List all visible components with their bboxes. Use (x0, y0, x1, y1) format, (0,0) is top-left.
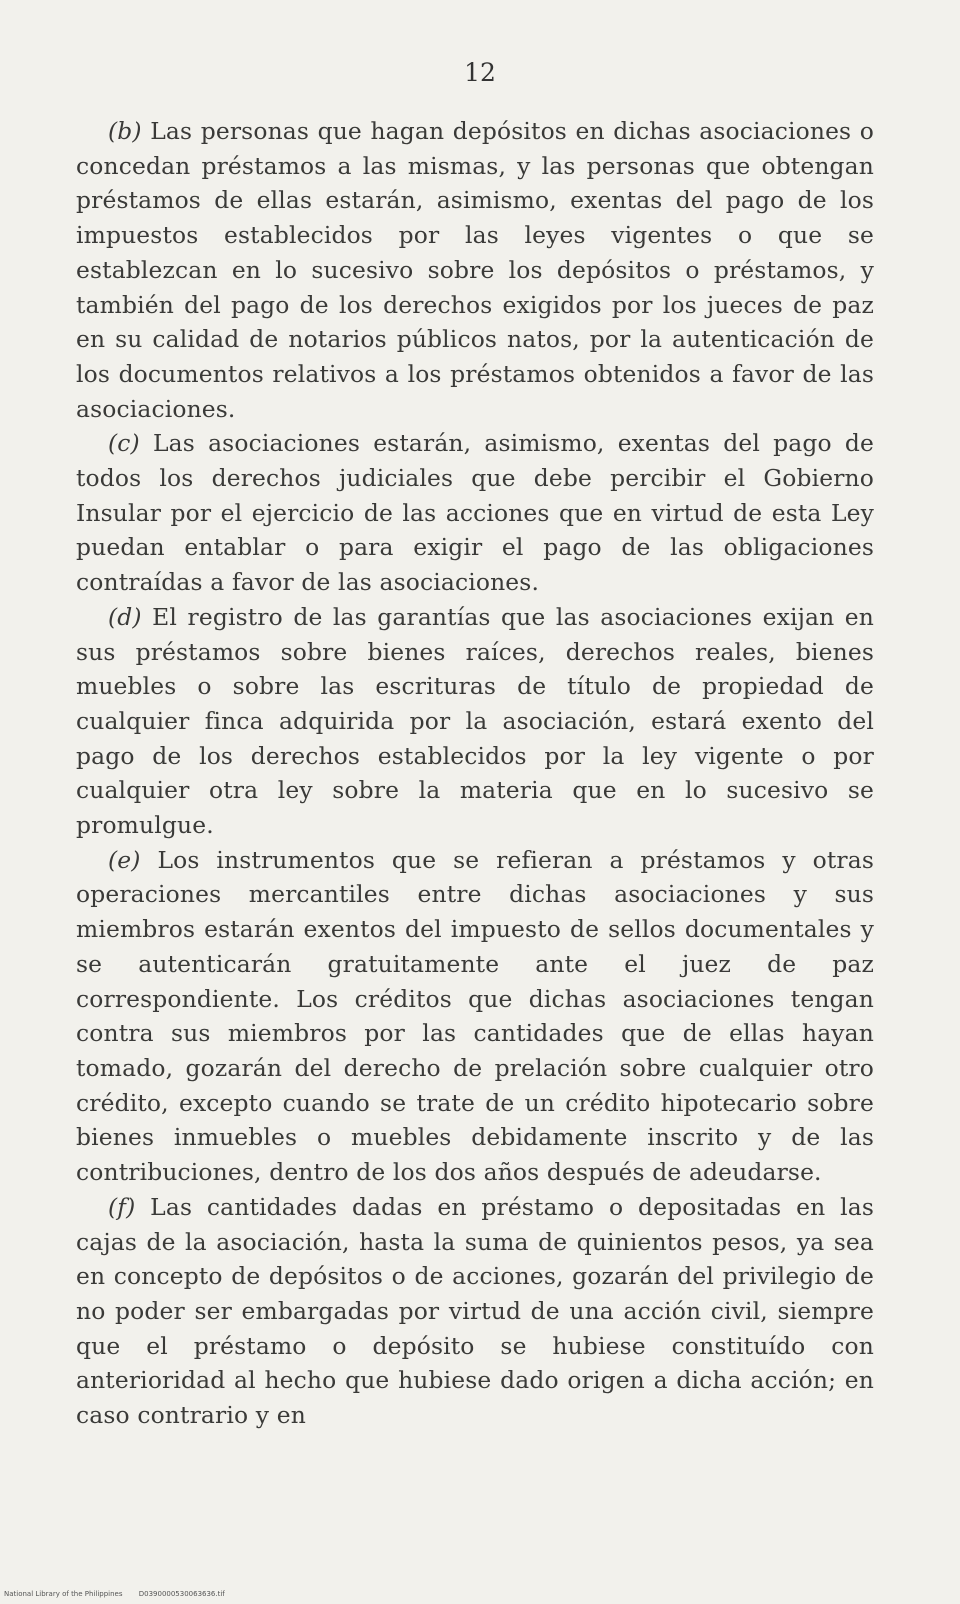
paragraph-marker: (c) (108, 429, 140, 458)
paragraph-marker: (f) (108, 1192, 136, 1221)
paragraph-text: Las personas que hagan depósitos en dichas asociaciones o concedan préstamos a las mismas, y las personas que obtengan préstamos de ellas estarán, asimismo, exentas del pago de los impuestos establecidos por las leyes vigentes o que se establezcan en lo sucesivo sobre los depósitos o préstamos, y también del pago de los derechos exigidos por los jueces de paz en su calidad de notarios públicos natos, por la autenticación de los documentos relativos a los préstamos obtenidos a favor de las asociaciones. (76, 117, 874, 423)
paragraph-f (76, 1190, 874, 1433)
paragraph-marker: (e) (108, 845, 141, 874)
page-number: 12 (464, 58, 496, 87)
paragraph-c (76, 426, 874, 600)
paragraph-text: Las asociaciones estarán, asimismo, exentas del pago de todos los derechos judiciales que debe percibir el Gobierno Insular por el ejercicio de las acciones que en virtud de esta Ley puedan entablar o para exigir el pago de las obligaciones contraídas a favor de las asociaciones. (76, 429, 874, 597)
paragraph-d (76, 600, 874, 843)
paragraph-text: Las cantidades dadas en préstamo o depositadas en las cajas de la asociación, hasta la suma de quinientos pesos, ya sea en concepto de depósitos o de acciones, gozarán del privilegio de no poder ser embargadas por virtud de una acción civil, siempre que el préstamo o depósito se hubiese constituído con anterioridad al hecho que hubiese dado origen a dicha acción; en caso contrario y en (76, 1192, 874, 1430)
paragraph-e (76, 843, 874, 1190)
footer-file-id: D0390000530063636.tif (138, 1590, 225, 1598)
paragraph-marker: (b) (108, 117, 142, 145)
scan-footer (4, 1590, 239, 1598)
paragraph-marker: (d) (108, 602, 142, 631)
paragraph-b (76, 114, 874, 426)
footer-source: National Library of the Philippines (4, 1590, 123, 1598)
paragraph-text: El registro de las garantías que las asociaciones exijan en sus préstamos sobre bienes raíces, derechos reales, bienes muebles o sobre las escrituras de título de propiedad de cualquier finca adquirida por la asociación, estará exento del pago de los derechos establecidos por la ley vigente o por cualquier otra ley sobre la materia que en lo sucesivo se promulgue. (76, 602, 874, 840)
paragraph-text: Los instrumentos que se refieran a préstamos y otras operaciones mercantiles entre dichas asociaciones y sus miembros estarán exentos del impuesto de sellos documentales y se autenticarán gratuitamente ante el juez de paz correspondiente. Los créditos que dichas asociaciones tengan contra sus miembros por las cantidades que de ellas hayan tomado, gozarán del derecho de prelación sobre cualquier otro crédito, excepto cuando se trate de un crédito hipotecario sobre bienes inmuebles o muebles debidamente inscrito y de las contribuciones, dentro de los dos años después de adeudarse. (76, 845, 874, 1187)
document-body (76, 114, 874, 1433)
